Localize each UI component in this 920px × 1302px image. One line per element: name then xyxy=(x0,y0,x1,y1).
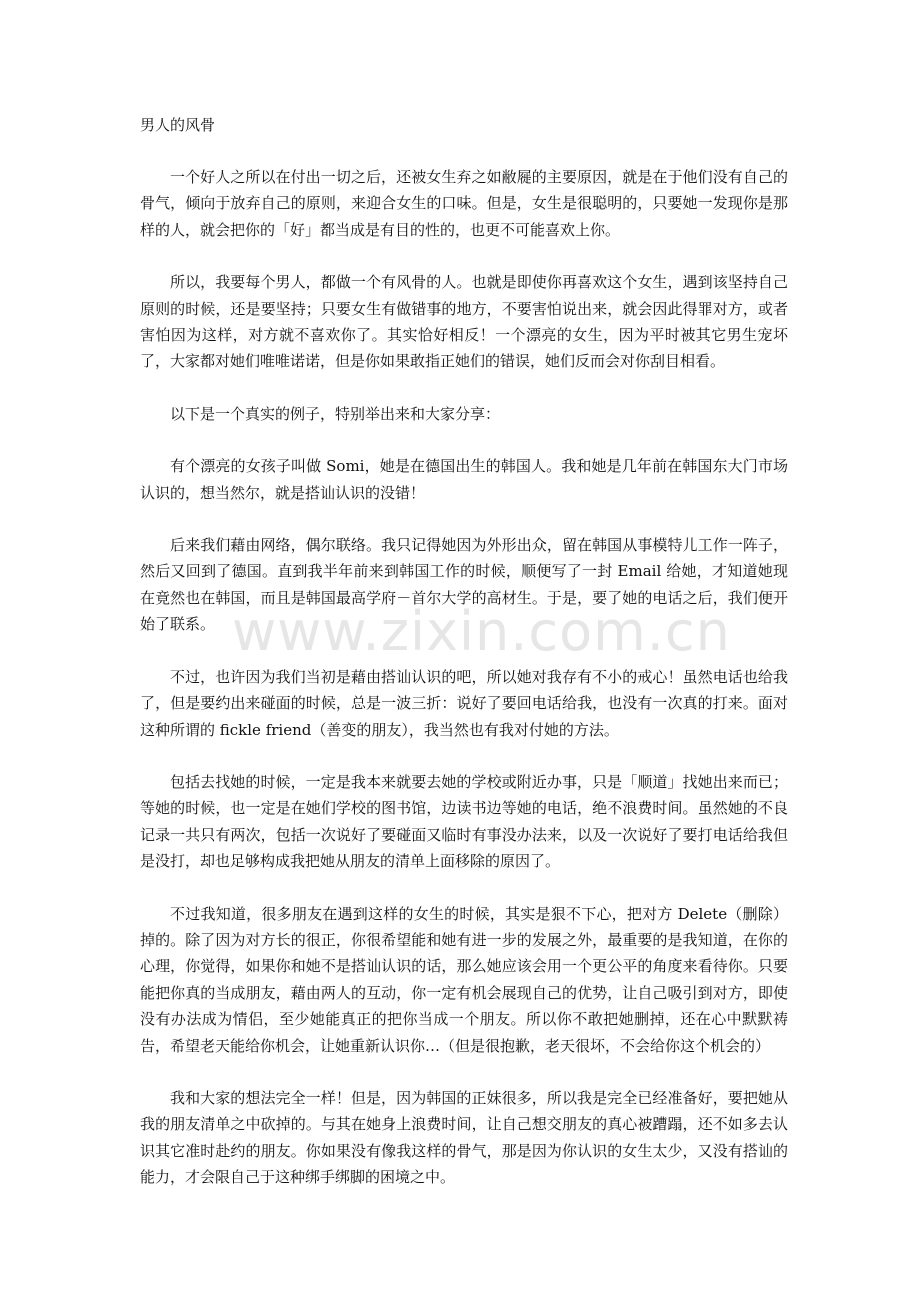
paragraph-2: 所以，我要每个男人，都做一个有风骨的人。也就是即使你再喜欢这个女生，遇到该坚持自己原则的时候，还是要坚持；只要女生有做错事的地方，不要害怕说出来，就会因此得罪对方，或者害怕因为这样，对方就不喜欢你了。其实恰好相反！一个漂亮的女生，因为平时被其它男生宠坏了，大家都对她们唯唯诺诺，但是你如果敢指正她们的错误，她们反而会对你刮目相看。 xyxy=(140,273,788,371)
paragraph-4: 有个漂亮的女孩子叫做 Somi，她是在德国出生的韩国人。我和她是几年前在韩国东大门市场认识的，想当然尔，就是搭讪认识的没错！ xyxy=(140,457,788,502)
document-title: 男人的风骨 xyxy=(140,116,216,134)
paragraph-6: 不过，也许因为我们当初是藉由搭讪认识的吧，所以她对我存有不小的戒心！虽然电话也给我了，但是要约出来碰面的时候，总是一波三折：说好了要回电话给我，也没有一次真的打来。面对这种所谓的 fickle friend（善变的朋友），我当然也有我对付她的方法。 xyxy=(140,667,788,739)
paragraph-9: 我和大家的想法完全一样！但是，因为韩国的正妹很多，所以我是完全已经准备好，要把她从我的朋友清单之中砍掉的。与其在她身上浪费时间，让自己想交朋友的真心被蹧蹋，还不如多去认识其它准时赴约的朋友。你如果没有像我这样的骨气，那是因为你认识的女生太少，又没有搭讪的能力，才会限自己于这种绑手绑脚的困境之中。 xyxy=(140,1088,788,1187)
paragraph-5: 后来我们藉由网络，偶尔联络。我只记得她因为外形出众，留在韩国从事模特儿工作一阵子，然后又回到了德国。直到我半年前来到韩国工作的时候，顺便写了一封 Email 给她，才知道她现在竟然也在韩国，而且是韩国最高学府－首尔大学的高材生。于是，要了她的电话之后，我们便开始了联系。 xyxy=(140,536,788,634)
watermark: www.zixin.com.cn xyxy=(232,600,731,663)
document-page xyxy=(140,112,788,1217)
paragraph-7: 包括去找她的时候，一定是我本来就要去她的学校或附近办事，只是「顺道」找她出来而已；等她的时候，也一定是在她们学校的图书馆，边读书边等她的电话，绝不浪费时间。虽然她的不良记录一共只有两次，包括一次说好了要碰面又临时有事没办法来，以及一次说好了要打电话给我但是没打，却也足够构成我把她从朋友的清单上面移除的原因了。 xyxy=(140,772,788,871)
paragraph-8: 不过我知道，很多朋友在遇到这样的女生的时候，其实是狠不下心，把对方 Delete（删除）掉的。除了因为对方长的很正，你很希望能和她有进一步的发展之外，最重要的是我知道，在你的心理，你觉得，如果你和她不是搭讪认识的话，那么她应该会用一个更公平的角度来看待你。只要能把你真的当成朋友，藉由两人的互动，你一定有机会展现自己的优势，让自己吸引到对方，即使没有办法成为情侣，至少她能真正的把你当成一个朋友。所以你不敢把她删掉，还在心中默默祷告，希望老天能给你机会，让她重新认识你…（但是很抱歉，老天很坏，不会给你这个机会的） xyxy=(140,904,788,1055)
paragraph-3: 以下是一个真实的例子，特别举出来和大家分享： xyxy=(170,404,501,423)
paragraph-1: 一个好人之所以在付出一切之后，还被女生弃之如敝屣的主要原因，就是在于他们没有自己的骨气，倾向于放弃自己的原则，来迎合女生的口味。但是，女生是很聪明的，只要她一发现你是那样的人，就会把你的「好」都当成是有目的性的，也更不可能喜欢上你。 xyxy=(140,168,788,239)
